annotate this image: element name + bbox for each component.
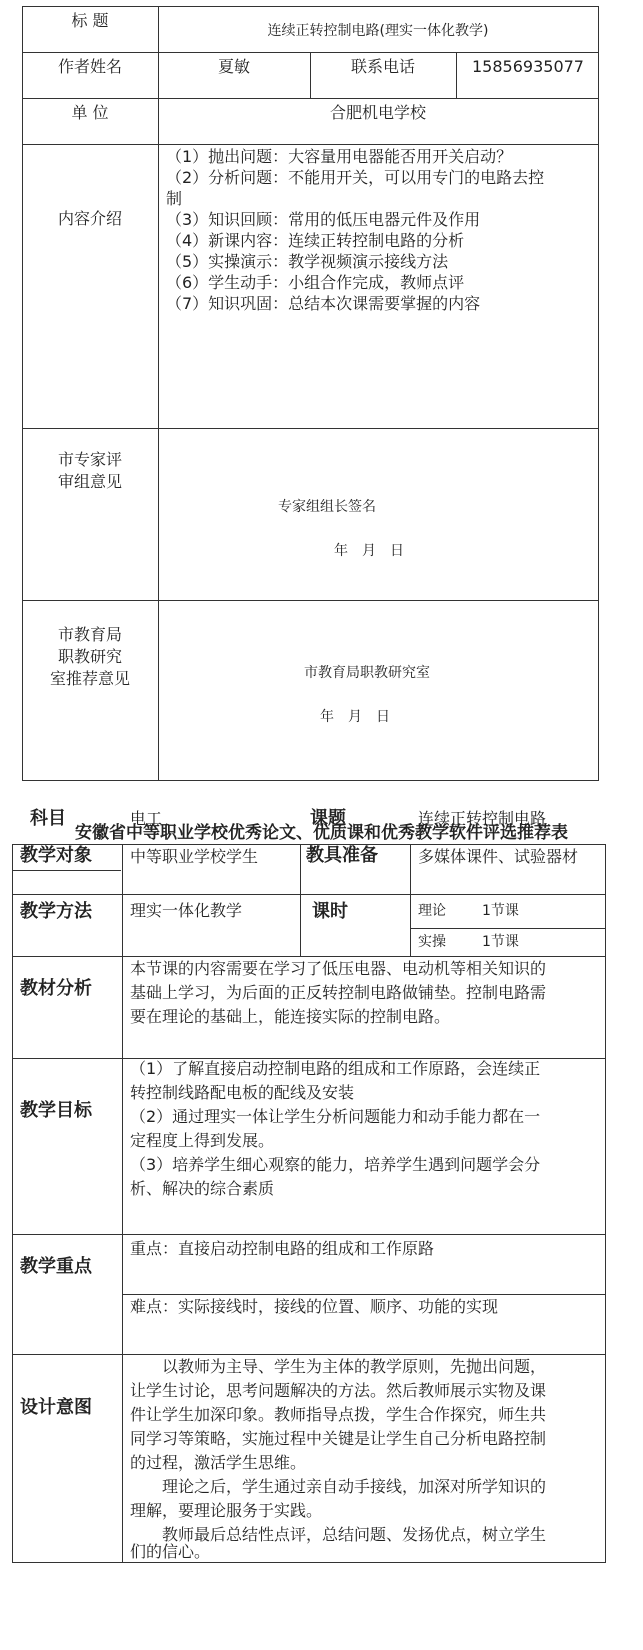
- topic-value: 连续正转控制电路: [418, 809, 547, 828]
- content-line: （3）知识回顾：常用的低压电器元件及作用: [166, 210, 481, 229]
- theory-value: 1节课: [482, 903, 519, 919]
- method-label: 教学方法: [20, 901, 92, 922]
- theory-label: 理论: [418, 903, 446, 919]
- table-border: [12, 870, 121, 871]
- expert-label: 市专家评: [57, 450, 122, 469]
- unit-value: 合肥机电学校: [329, 103, 426, 122]
- content-line: （1）抛出问题：大容量用电器能否用开关启动？: [166, 147, 513, 166]
- material-label: 教材分析: [20, 978, 92, 999]
- bureau-label: 市教育局: [57, 625, 122, 644]
- table-border: [12, 1234, 606, 1235]
- phone-label: 联系电话: [350, 57, 415, 76]
- table-border: [22, 780, 599, 781]
- design-label: 设计意图: [20, 1397, 92, 1418]
- table-border: [456, 52, 457, 99]
- key-point: 重点：直接启动控制电路的组成和工作原路: [130, 1239, 435, 1258]
- design-line: 让学生讨论，思考问题解决的方法。然后教师展示实物及课: [130, 1381, 547, 1400]
- difficult-point: 难点：实际接线时，接线的位置、顺序、功能的实现: [130, 1297, 499, 1316]
- page-title: 安徽省中等职业学校优秀论文、优质课和优秀教学软件评选推荐表: [75, 823, 568, 843]
- tools-value: 多媒体课件、试验器材: [418, 847, 579, 866]
- table-border: [12, 894, 606, 895]
- design-line: 件让学生加深印象。教师指导点拨，学生合作探究，师生共: [130, 1405, 547, 1424]
- goal-line: （2）通过理实一体让学生分析问题能力和动手能力都在一: [130, 1107, 541, 1126]
- phone-value: 15856935077: [472, 57, 584, 76]
- tools-label: 教具准备: [306, 845, 378, 866]
- unit-label: 单 位: [71, 103, 109, 122]
- material-line: 要在理论的基础上，能连接实际的控制电路。: [130, 1007, 451, 1026]
- goal-line: （1）了解直接启动控制电路的组成和工作原路，会连续正: [130, 1059, 541, 1078]
- key-label: 教学重点: [20, 1256, 92, 1277]
- content-line: （2）分析问题：不能用开关，可以用专门的电路去控: [166, 168, 545, 187]
- table-border: [22, 144, 599, 145]
- table-border: [410, 844, 411, 957]
- table-border: [122, 844, 123, 1563]
- content-line: （7）知识巩固：总结本次课需要掌握的内容: [166, 294, 481, 313]
- expert-date: 年 月 日: [334, 543, 404, 559]
- content-line: （6）学生动手：小组合作完成，教师点评: [166, 273, 465, 292]
- author-value: 夏敏: [217, 57, 250, 76]
- design-line: 们的信心。: [130, 1542, 211, 1561]
- author-label: 作者姓名: [57, 57, 122, 76]
- design-line: 以教师为主导、学生为主体的教学原则，先抛出问题，: [130, 1357, 547, 1376]
- goal-line: 转控制线路配电板的配线及安装: [130, 1083, 355, 1102]
- title-value: 连续正转控制电路(理实一体化教学): [267, 23, 489, 39]
- content-line: 制: [166, 189, 183, 208]
- subject-value: 电工: [130, 809, 163, 828]
- table-border: [22, 6, 599, 7]
- table-border: [22, 600, 599, 601]
- goal-line: 析、解决的综合素质: [130, 1179, 275, 1198]
- table-border: [598, 6, 599, 781]
- design-line: 理论之后，学生通过亲自动手接线，加深对所学知识的: [130, 1477, 547, 1496]
- practice-label: 实操: [418, 934, 446, 950]
- goal-line: 定程度上得到发展。: [130, 1131, 275, 1150]
- bureau-label: 职教研究: [57, 647, 122, 666]
- table-border: [12, 956, 606, 957]
- method-value: 理实一体化教学: [130, 901, 243, 920]
- design-line: 的过程，激活学生思维。: [130, 1453, 307, 1472]
- table-border: [410, 928, 606, 929]
- content-label: 内容介绍: [57, 209, 122, 228]
- design-line: 教师最后总结性点评，总结问题、发扬优点，树立学生: [130, 1525, 547, 1544]
- material-line: 本节课的内容需要在学习了低压电器、电动机等相关知识的: [130, 959, 547, 978]
- table-border: [12, 1562, 606, 1563]
- topic-label: 课题: [310, 808, 346, 829]
- practice-value: 1节课: [482, 934, 519, 950]
- subject-label: 科目: [30, 808, 66, 829]
- bureau-signature-label: 市教育局职教研究室: [304, 665, 430, 681]
- content-line: （4）新课内容：连续正转控制电路的分析: [166, 231, 465, 250]
- table-border: [12, 844, 13, 1563]
- table-border: [12, 1354, 606, 1355]
- design-line: 同学习等策略，实施过程中关键是让学生自己分析电路控制: [130, 1429, 547, 1448]
- table-border: [300, 844, 301, 957]
- design-line: 理解，要理论服务于实践。: [130, 1501, 323, 1520]
- goal-label: 教学目标: [20, 1100, 92, 1121]
- material-line: 基础上学习，为后面的正反转控制电路做铺垫。控制电路需: [130, 983, 547, 1002]
- goal-line: （3）培养学生细心观察的能力，培养学生遇到问题学会分: [130, 1155, 541, 1174]
- hours-label: 课时: [312, 901, 348, 922]
- bureau-label: 室推荐意见: [49, 669, 130, 688]
- expert-label: 审组意见: [57, 472, 122, 491]
- table-border: [22, 428, 599, 429]
- table-border: [605, 844, 606, 1563]
- target-value: 中等职业学校学生: [130, 847, 259, 866]
- content-line: （5）实操演示：教学视频演示接线方法: [166, 252, 449, 271]
- bureau-date: 年 月 日: [320, 709, 390, 725]
- expert-signature-label: 专家组组长签名: [278, 499, 376, 515]
- target-label: 教学对象: [20, 845, 92, 866]
- table-border: [122, 1294, 606, 1295]
- title-label: 标 题: [71, 11, 109, 30]
